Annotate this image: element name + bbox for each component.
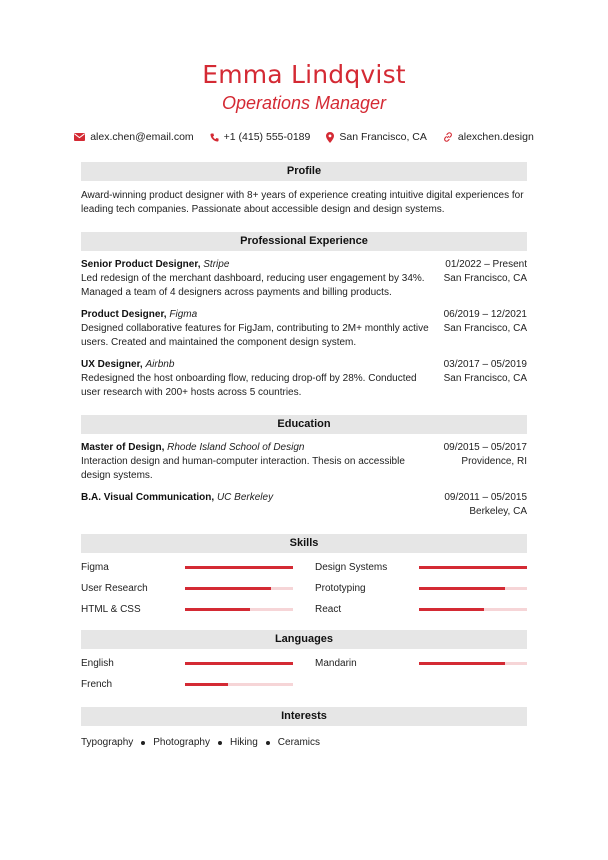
section-header-education: Education — [81, 415, 527, 434]
education-location: Providence, RI — [461, 456, 527, 467]
experience-heading — [81, 308, 431, 322]
skill-name: Design Systems — [315, 562, 388, 573]
language-bar-fill — [185, 683, 228, 686]
bullet-dot-icon — [266, 741, 270, 745]
interests-list — [81, 737, 527, 748]
skill-bar — [185, 587, 293, 590]
language-bar — [419, 662, 527, 665]
interest-item: Typography — [81, 737, 134, 748]
section-header-languages: Languages — [81, 630, 527, 649]
experience-role: Product Designer, — [81, 309, 167, 320]
skill-bar — [419, 566, 527, 569]
skill-item — [315, 578, 527, 599]
experience-dates: 03/2017 – 05/2019 — [443, 359, 527, 370]
skill-bar — [419, 608, 527, 611]
education-entry — [81, 441, 527, 483]
skill-bar-fill — [419, 587, 505, 590]
skill-bar — [185, 566, 293, 569]
skill-name: Prototyping — [315, 583, 366, 594]
experience-description: Redesigned the host onboarding flow, reducing drop-off by 28%. Conducted user research with 200+ hosts across 5 countries. — [81, 373, 417, 398]
skill-item — [81, 557, 293, 578]
experience-details — [81, 358, 431, 400]
experience-entry — [81, 358, 527, 400]
skill-item — [315, 557, 527, 578]
language-item — [81, 674, 293, 695]
experience-meta — [444, 258, 527, 300]
skill-item — [81, 578, 293, 599]
skill-name: HTML & CSS — [81, 604, 141, 615]
experience-meta — [444, 358, 527, 400]
language-bar-fill — [185, 662, 293, 665]
experience-company: Stripe — [203, 259, 230, 270]
skill-bar-fill — [419, 566, 527, 569]
bullet-dot-icon — [141, 741, 145, 745]
contact-phone-text: +1 (415) 555-0189 — [223, 131, 311, 143]
language-name: English — [81, 658, 114, 669]
experience-dates: 06/2019 – 12/2021 — [443, 309, 527, 320]
education-school: UC Berkeley — [216, 492, 274, 503]
profile-summary: Award-winning product designer with 8+ years of experience creating intuitive digital experiences for leading tech companies. Passionate about accessible design and design systems. — [81, 190, 524, 215]
section-header-profile: Profile — [81, 162, 527, 181]
language-name: French — [81, 679, 113, 690]
mail-icon — [74, 133, 85, 141]
interest-item: Photography — [153, 737, 210, 748]
experience-role: Senior Product Designer, — [81, 259, 201, 270]
skill-bar — [185, 608, 293, 611]
education-dates: 09/2015 – 05/2017 — [443, 442, 527, 453]
experience-location: San Francisco, CA — [443, 323, 527, 334]
contact-row — [81, 130, 534, 144]
section-header-experience: Professional Experience — [81, 232, 527, 251]
skill-bar-fill — [185, 587, 271, 590]
language-item — [315, 653, 527, 674]
education-entry — [81, 491, 527, 519]
interest-item: Hiking — [229, 737, 258, 748]
education-details — [81, 491, 431, 519]
experience-heading — [81, 258, 431, 272]
skill-item — [81, 599, 293, 620]
experience-company: Figma — [169, 309, 198, 320]
education-location: Berkeley, CA — [469, 506, 527, 517]
experience-details — [81, 258, 431, 300]
experience-location: San Francisco, CA — [443, 273, 527, 284]
education-heading — [81, 491, 431, 505]
language-bar — [185, 683, 293, 686]
skill-bar — [419, 587, 527, 590]
skill-item — [315, 599, 527, 620]
experience-role: UX Designer, — [81, 359, 143, 370]
contact-email[interactable] — [74, 131, 193, 143]
language-item — [81, 653, 293, 674]
languages-grid — [81, 653, 527, 695]
experience-meta — [444, 308, 527, 350]
education-dates: 09/2011 – 05/2015 — [444, 492, 527, 503]
interest-item: Ceramics — [277, 737, 321, 748]
experience-entry — [81, 308, 527, 350]
contact-location — [326, 131, 427, 143]
section-header-interests: Interests — [81, 707, 527, 726]
education-meta — [444, 441, 527, 483]
education-description: Interaction design and human-computer interaction. Thesis on accessible design systems. — [81, 456, 405, 481]
contact-website[interactable] — [443, 131, 534, 143]
location-pin-icon — [326, 132, 334, 143]
bullet-dot-icon — [218, 741, 222, 745]
candidate-name: Emma Lindqvist — [202, 60, 406, 89]
experience-description: Led redesign of the merchant dashboard, reducing user engagement by 34%. Managed a team of 4 designers across payments and billing products. — [81, 273, 425, 298]
experience-location: San Francisco, CA — [443, 373, 527, 384]
link-icon — [443, 132, 453, 142]
contact-website-text: alexchen.design — [457, 131, 534, 143]
skill-bar-fill — [419, 608, 484, 611]
experience-details — [81, 308, 431, 350]
skill-bar-fill — [185, 566, 293, 569]
language-name: Mandarin — [315, 658, 357, 669]
phone-icon — [210, 133, 219, 142]
experience-heading — [81, 358, 431, 372]
language-bar-fill — [419, 662, 505, 665]
contact-email-text: alex.chen@email.com — [90, 131, 194, 143]
education-heading — [81, 441, 431, 455]
education-degree: B.A. Visual Communication, — [81, 492, 215, 503]
education-degree: Master of Design, — [81, 442, 165, 453]
education-details — [81, 441, 431, 483]
section-header-skills: Skills — [81, 534, 527, 553]
experience-dates: 01/2022 – Present — [445, 259, 527, 270]
experience-entry — [81, 258, 527, 300]
contact-location-text: San Francisco, CA — [339, 131, 427, 143]
education-school: Rhode Island School of Design — [167, 442, 305, 453]
language-bar — [185, 662, 293, 665]
experience-company: Airbnb — [145, 359, 175, 370]
contact-phone[interactable] — [210, 131, 311, 143]
skill-name: User Research — [81, 583, 148, 594]
candidate-title: Operations Manager — [221, 93, 387, 113]
skill-name: React — [315, 604, 342, 615]
skills-grid — [81, 557, 527, 620]
education-meta — [444, 491, 527, 519]
experience-description: Designed collaborative features for FigJam, contributing to 2M+ monthly active users. Created and maintained the component design system. — [81, 323, 429, 348]
skill-bar-fill — [185, 608, 250, 611]
skill-name: Figma — [81, 562, 109, 573]
